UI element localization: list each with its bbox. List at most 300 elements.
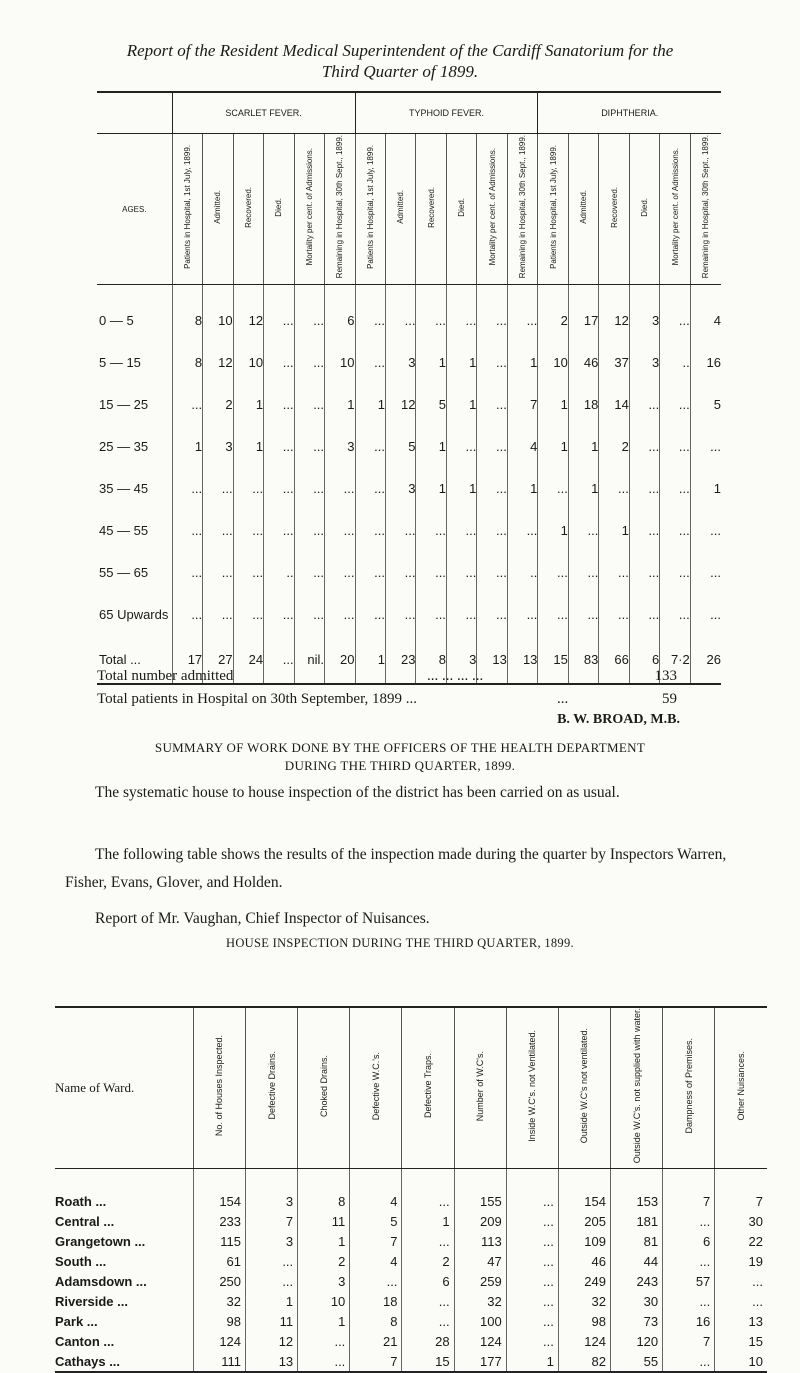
value-cell: ... [660, 425, 690, 467]
value-cell: 26 [690, 635, 721, 684]
ages-header: AGES. [97, 134, 172, 285]
ward-row [55, 1331, 767, 1351]
column-label: Choked Drains. [318, 1054, 329, 1117]
value-cell: 27 [203, 635, 233, 684]
value-cell: 3 [246, 1191, 298, 1211]
value-cell: ... [355, 299, 385, 341]
column-label: Admitted. [213, 190, 223, 224]
value-cell: 8 [298, 1191, 350, 1211]
value-cell: ... [355, 509, 385, 551]
value-cell: 81 [611, 1231, 663, 1251]
age-row [97, 593, 721, 635]
value-cell: ... [477, 299, 507, 341]
column-label: Number of W.C's. [475, 1050, 486, 1121]
value-cell: 154 [558, 1191, 610, 1211]
paragraph-3: Report of Mr. Vaughan, Chief Inspector of Nuisances. [95, 910, 430, 927]
value-cell: 10 [715, 1351, 767, 1372]
value-cell: 47 [454, 1251, 506, 1271]
group-scarlet: SCARLET FEVER. [172, 92, 355, 134]
value-cell: 1 [507, 341, 538, 383]
inspection-col-header [454, 1007, 506, 1169]
value-cell: ... [203, 551, 233, 593]
value-cell: 209 [454, 1211, 506, 1231]
value-cell: 115 [193, 1231, 245, 1251]
value-cell: 5 [350, 1211, 402, 1231]
scarlet-col-header [203, 134, 233, 285]
value-cell: ... [599, 551, 629, 593]
value-cell: ... [203, 509, 233, 551]
value-cell: ... [506, 1331, 558, 1351]
house-inspection-table [55, 1006, 767, 1373]
value-cell: 1 [355, 383, 385, 425]
signature: B. W. BROAD, M.B. [557, 712, 680, 727]
value-cell: 3 [446, 635, 476, 684]
value-cell: 153 [611, 1191, 663, 1211]
value-cell: ... [715, 1271, 767, 1291]
value-cell: ... [568, 593, 598, 635]
value-cell: ... [416, 593, 446, 635]
value-cell: 15 [715, 1331, 767, 1351]
value-cell: 1 [538, 509, 568, 551]
value-cell: ... [446, 593, 476, 635]
value-cell: 83 [568, 635, 598, 684]
ward-row [55, 1211, 767, 1231]
value-cell: ... [446, 551, 476, 593]
value-cell: ... [203, 467, 233, 509]
value-cell: ... [538, 467, 568, 509]
column-label: Recovered. [609, 186, 619, 228]
column-label: No. of Houses Inspected. [214, 1035, 225, 1137]
value-cell: 1 [298, 1311, 350, 1331]
ward-row [55, 1351, 767, 1372]
value-cell: 233 [193, 1211, 245, 1231]
value-cell: ... [264, 509, 294, 551]
age-row [97, 509, 721, 551]
value-cell: 10 [233, 341, 263, 383]
value-cell: ... [246, 1271, 298, 1291]
value-cell: 2 [402, 1251, 454, 1271]
column-label: Defective W.C.'s. [370, 1051, 381, 1120]
value-cell: 10 [325, 341, 355, 383]
value-cell: 55 [611, 1351, 663, 1372]
value-cell: ... [172, 593, 202, 635]
column-label: Died. [457, 197, 467, 217]
value-cell: 3 [385, 341, 415, 383]
value-cell: 5 [385, 425, 415, 467]
value-cell: ... [246, 1251, 298, 1271]
value-cell: 3 [629, 341, 659, 383]
in-hospital-value: 59 [662, 691, 677, 707]
column-label: Patients in Hospital, 1st July, 1899. [548, 145, 558, 269]
value-cell: 13 [477, 635, 507, 684]
value-cell: ... [416, 299, 446, 341]
value-cell: 1 [233, 383, 263, 425]
value-cell: 23 [385, 635, 415, 684]
value-cell: ... [172, 467, 202, 509]
value-cell: ... [233, 551, 263, 593]
value-cell: ... [385, 551, 415, 593]
column-label: Recovered. [243, 186, 253, 228]
value-cell: 98 [193, 1311, 245, 1331]
value-cell: ... [629, 467, 659, 509]
typhoid-col-header [446, 134, 476, 285]
value-cell: ... [568, 551, 598, 593]
value-cell: ... [264, 383, 294, 425]
age-row [97, 467, 721, 509]
value-cell: ... [172, 509, 202, 551]
value-cell: ... [690, 551, 721, 593]
value-cell: 7 [663, 1191, 715, 1211]
column-label: Inside W.C's. not Ventilated. [527, 1029, 538, 1142]
diphtheria-col-header [690, 134, 721, 285]
value-cell: 154 [193, 1191, 245, 1211]
value-cell: ... [690, 425, 721, 467]
column-label: Remaining in Hospital, 30th Sept., 1899. [701, 135, 711, 279]
column-label: Admitted. [579, 190, 589, 224]
value-cell: ... [446, 299, 476, 341]
health-dept-heading [20, 739, 780, 775]
value-cell: 249 [558, 1271, 610, 1291]
in-hospital-label: Total patients in Hospital on 30th September, 1899 ... [97, 691, 417, 707]
value-cell: 1 [690, 467, 721, 509]
inspection-col-header [558, 1007, 610, 1169]
value-cell: 4 [350, 1191, 402, 1211]
value-cell: 98 [558, 1311, 610, 1331]
value-cell: ... [402, 1231, 454, 1251]
value-cell: 17 [568, 299, 598, 341]
column-label: Remaining in Hospital, 30th Sept., 1899. [518, 135, 528, 279]
column-label: Died. [274, 197, 284, 217]
value-cell: 3 [325, 425, 355, 467]
value-cell: ... [663, 1291, 715, 1311]
value-cell: ... [506, 1231, 558, 1251]
value-cell: ... [385, 509, 415, 551]
age-row [97, 425, 721, 467]
value-cell: 100 [454, 1311, 506, 1331]
paragraph-1: The systematic house to house inspection of the district has been carried on as usual. [95, 784, 620, 801]
value-cell: 19 [715, 1251, 767, 1271]
value-cell: ... [506, 1271, 558, 1291]
column-label: Admitted. [396, 190, 406, 224]
value-cell: ... [172, 551, 202, 593]
typhoid-col-header [355, 134, 385, 285]
value-cell: ... [264, 425, 294, 467]
value-cell: ... [355, 593, 385, 635]
value-cell: ... [599, 593, 629, 635]
value-cell: 1 [568, 425, 598, 467]
value-cell: 22 [715, 1231, 767, 1251]
age-range: 35 — 45 [99, 480, 149, 496]
value-cell: ... [660, 383, 690, 425]
value-cell: 30 [611, 1291, 663, 1311]
age-row [97, 299, 721, 341]
value-cell: ... [264, 635, 294, 684]
value-cell: ... [629, 509, 659, 551]
value-cell: 16 [663, 1311, 715, 1331]
value-cell: 1 [172, 425, 202, 467]
total-admitted-value: 133 [654, 668, 677, 684]
value-cell: 30 [715, 1211, 767, 1231]
value-cell: 1 [416, 467, 446, 509]
health-heading-line-1: SUMMARY OF WORK DONE BY THE OFFICERS OF THE HEALTH DEPARTMENT [154, 740, 646, 755]
value-cell: ... [402, 1191, 454, 1211]
value-cell: ... [477, 425, 507, 467]
value-cell: ... [355, 467, 385, 509]
value-cell: 13 [715, 1311, 767, 1331]
value-cell: ... [385, 593, 415, 635]
diphtheria-col-header [599, 134, 629, 285]
column-label: Patients in Hospital, 1st July, 1899. [365, 145, 375, 269]
value-cell: 11 [246, 1311, 298, 1331]
value-cell: 12 [233, 299, 263, 341]
value-cell: 82 [558, 1351, 610, 1372]
in-hospital-line [97, 688, 677, 710]
value-cell: 8 [416, 635, 446, 684]
value-cell: ... [663, 1351, 715, 1372]
value-cell: 5 [690, 383, 721, 425]
ward-row [55, 1291, 767, 1311]
value-cell: 2 [538, 299, 568, 341]
value-cell: 21 [350, 1331, 402, 1351]
value-cell: ... [294, 551, 324, 593]
value-cell: ... [294, 593, 324, 635]
value-cell: 32 [454, 1291, 506, 1311]
value-cell: ... [264, 341, 294, 383]
value-cell: 44 [611, 1251, 663, 1271]
value-cell: ... [599, 467, 629, 509]
value-cell: 120 [611, 1331, 663, 1351]
value-cell: 1 [298, 1231, 350, 1251]
value-cell: 18 [350, 1291, 402, 1311]
column-label: Outside W.C's. not supplied with water. [631, 1008, 642, 1164]
value-cell: 1 [599, 509, 629, 551]
scarlet-col-header [294, 134, 324, 285]
value-cell: ... [294, 425, 324, 467]
value-cell: 1 [568, 467, 598, 509]
value-cell: 3 [629, 299, 659, 341]
value-cell: 3 [203, 425, 233, 467]
inspection-col-header [402, 1007, 454, 1169]
diphtheria-col-header [660, 134, 690, 285]
value-cell: ... [294, 383, 324, 425]
value-cell: 12 [385, 383, 415, 425]
value-cell: 7 [715, 1191, 767, 1211]
scarlet-col-header [172, 134, 202, 285]
value-cell: ... [233, 467, 263, 509]
value-cell: ... [660, 299, 690, 341]
value-cell: 3 [385, 467, 415, 509]
value-cell: 10 [298, 1291, 350, 1311]
value-cell: 8 [350, 1311, 402, 1331]
value-cell: ... [446, 509, 476, 551]
age-range: 15 — 25 [99, 396, 149, 412]
value-cell: 250 [193, 1271, 245, 1291]
scarlet-col-header [264, 134, 294, 285]
value-cell: 1 [446, 341, 476, 383]
value-cell: 2 [599, 425, 629, 467]
column-label: Mortality per cent. of Admissions. [487, 148, 497, 266]
value-cell: 7 [350, 1231, 402, 1251]
value-cell: 46 [558, 1251, 610, 1271]
value-cell: ... [477, 551, 507, 593]
value-cell: 1 [233, 425, 263, 467]
value-cell: ... [402, 1291, 454, 1311]
value-cell: ... [355, 425, 385, 467]
value-cell: ... [298, 1331, 350, 1351]
column-label: Mortality per cent. of Admissions. [304, 148, 314, 266]
typhoid-col-header [385, 134, 415, 285]
typhoid-col-header [507, 134, 538, 285]
ward-name-header: Name of Ward. [55, 1007, 193, 1169]
value-cell: ... [203, 593, 233, 635]
group-diphtheria: DIPHTHERIA. [538, 92, 721, 134]
value-cell: ... [507, 509, 538, 551]
ward-row [55, 1231, 767, 1251]
age-range: 0 — 5 [99, 312, 134, 328]
value-cell: 12 [246, 1331, 298, 1351]
value-cell: 113 [454, 1231, 506, 1251]
value-cell: .. [264, 551, 294, 593]
value-cell: nil. [294, 635, 324, 684]
ward-row [55, 1251, 767, 1271]
value-cell: ... [538, 551, 568, 593]
value-cell: 15 [402, 1351, 454, 1372]
typhoid-col-header [477, 134, 507, 285]
disease-table [97, 91, 721, 685]
value-cell: 181 [611, 1211, 663, 1231]
value-cell: 13 [507, 635, 538, 684]
paragraph-2: The following table shows the results of the inspection made during the quarter by Inspectors Warren, Fisher, Evans, Glover, and Holden. [65, 846, 727, 891]
group-typhoid: TYPHOID FEVER. [355, 92, 538, 134]
value-cell: 124 [558, 1331, 610, 1351]
value-cell: 24 [233, 635, 263, 684]
value-cell: ... [538, 593, 568, 635]
value-cell: ... [690, 509, 721, 551]
column-label: Mortality per cent. of Admissions. [670, 148, 680, 266]
value-cell: ... [660, 593, 690, 635]
value-cell: 7 [507, 383, 538, 425]
column-label: Outside W.C's not ventilated. [579, 1028, 590, 1144]
value-cell: 4 [507, 425, 538, 467]
age-range: 5 — 15 [99, 354, 141, 370]
value-cell: ... [298, 1351, 350, 1372]
ward-name: Adamsdown ... [55, 1273, 147, 1289]
ward-row [55, 1271, 767, 1291]
value-cell: 5 [416, 383, 446, 425]
inspection-col-header [506, 1007, 558, 1169]
value-cell: 17 [172, 635, 202, 684]
title-line-1: Report of the Resident Medical Superintendent of the Cardiff Sanatorium for the [126, 41, 674, 60]
column-label: Dampness of Premises. [683, 1037, 694, 1134]
disease-group-row [97, 92, 721, 134]
disease-table-body [97, 285, 721, 685]
inspection-column-headers [55, 1007, 767, 1169]
ward-name: Park ... [55, 1313, 98, 1329]
value-cell: ... [690, 593, 721, 635]
inspection-col-header [246, 1007, 298, 1169]
value-cell: 4 [690, 299, 721, 341]
value-cell: 155 [454, 1191, 506, 1211]
value-cell: ... [325, 509, 355, 551]
value-cell: 7 [246, 1211, 298, 1231]
value-cell: 8 [172, 299, 202, 341]
value-cell: ... [506, 1311, 558, 1331]
value-cell: ... [629, 425, 659, 467]
value-cell: ... [294, 509, 324, 551]
value-cell: ... [325, 551, 355, 593]
age-range: 25 — 35 [99, 438, 149, 454]
value-cell: 1 [325, 383, 355, 425]
inspection-col-header [611, 1007, 663, 1169]
value-cell: 1 [446, 383, 476, 425]
scarlet-col-header [233, 134, 263, 285]
value-cell: 1 [507, 467, 538, 509]
inspection-col-header [298, 1007, 350, 1169]
value-cell: 18 [568, 383, 598, 425]
scarlet-col-header [325, 134, 355, 285]
value-cell: ... [477, 341, 507, 383]
value-cell: 6 [325, 299, 355, 341]
value-cell: ... [264, 593, 294, 635]
ward-name: Roath ... [55, 1193, 107, 1209]
ward-name: Cathays ... [55, 1351, 193, 1372]
value-cell: ... [477, 593, 507, 635]
age-range: 55 — 65 [99, 564, 149, 580]
age-range: Total ... [97, 635, 172, 684]
value-cell: ... [715, 1291, 767, 1311]
value-cell: ... [506, 1191, 558, 1211]
value-cell: ... [325, 467, 355, 509]
value-cell: 32 [558, 1291, 610, 1311]
value-cell: 1 [446, 467, 476, 509]
column-label: Defective Traps. [423, 1053, 433, 1119]
in-hospital-dots: ... [557, 691, 569, 707]
value-cell: 14 [599, 383, 629, 425]
value-cell: ... [355, 341, 385, 383]
value-cell: ... [477, 509, 507, 551]
age-row [97, 341, 721, 383]
value-cell: 7·2 [660, 635, 690, 684]
value-cell: ... [477, 383, 507, 425]
value-cell: 7 [663, 1331, 715, 1351]
total-admitted-dots: ... ... ... ... [427, 668, 484, 684]
ward-row [55, 1311, 767, 1331]
value-cell: 12 [203, 341, 233, 383]
value-cell: 46 [568, 341, 598, 383]
value-cell: 2 [203, 383, 233, 425]
value-cell: ... [416, 551, 446, 593]
value-cell: 4 [350, 1251, 402, 1271]
value-cell: 2 [298, 1251, 350, 1271]
column-label: Remaining in Hospital, 30th Sept., 1899. [335, 135, 345, 279]
value-cell: ... [325, 593, 355, 635]
value-cell: .. [507, 551, 538, 593]
value-cell: 12 [599, 299, 629, 341]
ward-name: Riverside ... [55, 1293, 128, 1309]
value-cell: 3 [298, 1271, 350, 1291]
value-cell: ... [507, 299, 538, 341]
value-cell: ... [294, 299, 324, 341]
value-cell: ... [507, 593, 538, 635]
value-cell: 124 [454, 1331, 506, 1351]
value-cell: 259 [454, 1271, 506, 1291]
value-cell: 6 [663, 1231, 715, 1251]
value-cell: 11 [298, 1211, 350, 1231]
diphtheria-col-header [538, 134, 568, 285]
inspection-col-header [663, 1007, 715, 1169]
column-label: Died. [640, 197, 650, 217]
value-cell: 243 [611, 1271, 663, 1291]
